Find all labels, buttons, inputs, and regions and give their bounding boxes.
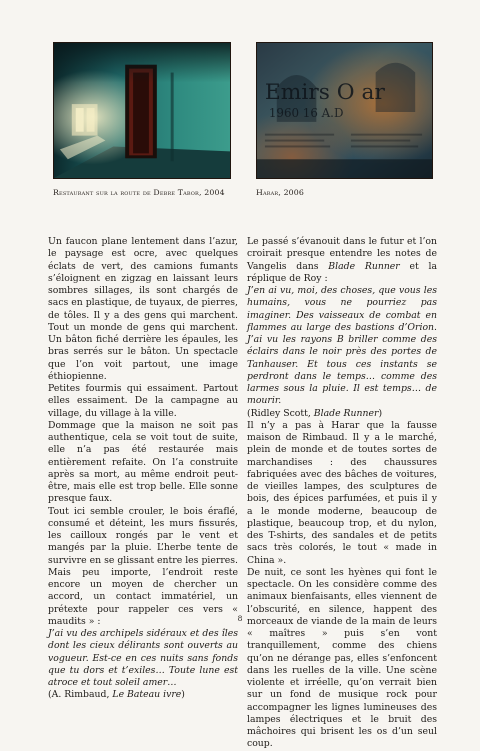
caption-left-place: Restaurant sur la route de Debre Tabor	[53, 188, 199, 197]
rimbaud-citation-pre: (A. Rimbaud,	[48, 689, 113, 701]
paragraph-hyenas: De nuit, ce sont les hyènes qui font le spectacle. On les considère comme des animaux bienfaisants, elles viennent de l’obscurité, en silence, happent des morceaux de viande de la main de leurs « maîtres » puis s’en vont tranquillement, comme des chiens qu’on ne dérange pas, elles s’enfoncent dans les ruelles de la ville. Une scène violente et irréelle, qu’on verrait bien sur un fond de musique rock pour accompagner les lignes lumineuses des lampes électriques et le bruit des mâchoires qui brisent les os d’un seul coup.	[247, 566, 437, 750]
page-number: 8	[237, 614, 243, 623]
paragraph-falcon: Un faucon plane lentement dans l’azur, le paysage est ocre, avec quelques éclats de vert, des camions fumants s’éloignent en zigzag en laissant leurs sombres sillages, ils sont chargés de sacs en plastique, de tuyaux, de pierres, de tôles. Il y a des gens qui marchent. Tout un monde de gens qui marchent. Un bâton fiché derrière les épaules, les bras serrés sur le bâton. Un spectacle que l’on voit partout, une image éthiopienne.	[48, 236, 239, 382]
vangelis-film-title: Blade Runner	[328, 260, 400, 272]
photo-harar-wall	[256, 42, 433, 179]
rimbaud-citation-title: Le Bateau ivre	[112, 689, 182, 701]
blade-runner-citation-post: )	[378, 407, 383, 419]
paragraph-crumbling: Tout ici semble crouler, le bois éraflé, consumé et déteint, les murs fissurés, les cailloux rongés par le vent et mangés par la pluie. L’herbe tente de survivre en se glissant entre les pierres. Mais peu importe, l’endroit reste encore un moyen de chercher un accord, un contact immatériel, un prétexte pour rappeler ces vers « maudits » :	[48, 505, 238, 627]
paragraph-market: Il n’y a pas à Harar que la fausse maison de Rimbaud. Il y a le marché, plein de monde et de toutes sortes de marchandises : des chaussures fabriquées avec des bâches de voitures, de vieilles lampes, des sculptures de bois, des épices parfumées, et puis il y a le monde moderne, beaucoup de plastique, beaucoup trop, et du nylon, des T-shirts, des sandales et de petits sacs très colorés, le tout « made in China ».	[247, 419, 437, 566]
rimbaud-citation-post: )	[181, 689, 185, 701]
rimbaud-citation	[48, 689, 238, 701]
blade-runner-citation-title: Blade Runner	[313, 407, 379, 419]
caption-left-year: , 2004	[198, 188, 225, 197]
text-column-right	[247, 236, 437, 751]
wall-text-line2: 1960 16 A.D	[268, 105, 344, 120]
blade-runner-citation-pre: (Ridley Scott,	[247, 407, 314, 419]
photo-caption-restaurant	[53, 188, 225, 197]
caption-right-place: Harar	[256, 188, 279, 197]
vangelis-text-pre: Le passé s’évanouit dans le futur et l’on croirait presque entendre les notes de Vangelis dans	[247, 236, 437, 272]
paragraph-vangelis	[247, 236, 437, 285]
paragraph-house: Dommage que la maison ne soit pas authentique, cela se voit tout de suite, elle n’a pas été restaurée mais entièrement refaite. On l’a construite après sa mort, au même endroit peut-être, mais elle est trop belle. Elle sonne presque faux.	[48, 419, 238, 505]
caption-right-year: , 2006	[278, 188, 305, 197]
photo-caption-harar	[256, 188, 304, 197]
photo-restaurant-image	[54, 43, 230, 178]
wall-text-line1: Emirs O ar	[264, 80, 385, 106]
rimbaud-quote: J’ai vu des archipels sidéraux et des îles dont les cieux délirants sont ouverts au vogueur. Est-ce en ces nuits sans fonds que tu dors et t’exiles… Toute lune est atroce et tout soleil amer…	[48, 628, 238, 688]
paragraph-ants: Petites fourmis qui essaiment. Partout elles essaiment. De la campagne au village, du village à la ville.	[48, 383, 238, 419]
photo-harar-wall-image	[257, 43, 432, 178]
vangelis-text-post: et la réplique de Roy :	[247, 260, 437, 284]
roy-quote: J’en ai vu, moi, des choses, que vous les humains, vous ne pourriez pas imaginer. Des vaisseaux de combat en flammes au large des bastions d’Orion. J’ai vu les rayons B briller comme des éclairs dans le noir près des portes de Tanhauser. Et tous ces instants se perdront dans le temps… comme des larmes sous la pluie. Il est temps… de mourir.	[247, 285, 437, 407]
blade-runner-citation	[247, 408, 437, 420]
text-column-left	[48, 236, 238, 702]
photo-restaurant	[53, 42, 231, 179]
